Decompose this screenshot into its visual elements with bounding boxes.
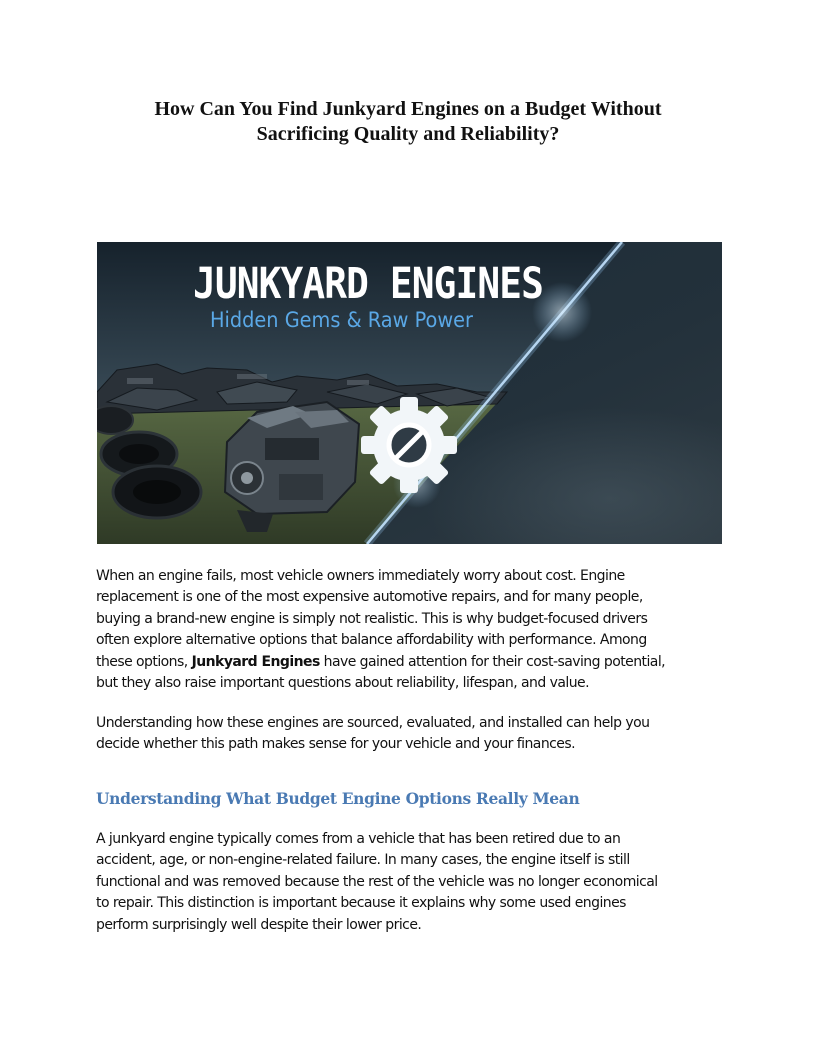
intro-line-4: often explore alternative options that balance affordability with performance. Among <box>96 632 647 649</box>
intro-line-3: buying a brand-new engine is simply not realistic. This is why budget-focused drivers <box>96 610 648 627</box>
hero-illustration <box>97 242 722 544</box>
title-line-2: Sacrificing Quality and Reliability? <box>256 123 560 145</box>
p3-line-4: to repair. This distinction is important because it explains why some used engines <box>96 895 626 912</box>
intro-line-5-suffix: have gained attention for their cost-saving potential, <box>319 653 666 670</box>
p3-line-2: accident, age, or non-engine-related failure. In many cases, the engine itself is still <box>96 852 630 869</box>
intro-line-5 <box>96 652 726 673</box>
section-paragraph <box>96 829 726 936</box>
p3-line-3: functional and was removed because the rest of the vehicle was no longer economical <box>96 873 658 890</box>
intro-line-5-prefix: these options, <box>96 653 192 670</box>
p2-line-1: Understanding how these engines are sourced, evaluated, and installed can help you <box>96 715 650 731</box>
intro-line-1: When an engine fails, most vehicle owners immediately worry about cost. Engine <box>96 568 625 584</box>
hero-image <box>97 242 722 544</box>
section-heading: Understanding What Budget Engine Options Really Mean <box>96 789 580 808</box>
p3-line-1: A junkyard engine typically comes from a vehicle that has been retired due to an <box>96 831 621 847</box>
hero-headline: JUNKYARD ENGINES <box>193 259 543 309</box>
hero-subheadline: Hidden Gems & Raw Power <box>210 308 474 332</box>
p3-line-5: perform surprisingly well despite their lower price. <box>96 916 422 933</box>
gear-slash-icon <box>361 397 457 493</box>
keyword-junkyard-engines: Junkyard Engines <box>191 653 320 670</box>
second-paragraph <box>96 713 726 756</box>
intro-line-2: replacement is one of the most expensive automotive repairs, and for many people, <box>96 589 643 606</box>
p2-line-2: decide whether this path makes sense for your vehicle and your finances. <box>96 736 576 753</box>
title-line-1: How Can You Find Junkyard Engines on a Budget Without <box>154 98 662 120</box>
intro-paragraph <box>96 566 726 694</box>
intro-line-6: but they also raise important questions about reliability, lifespan, and value. <box>96 675 589 692</box>
document-title <box>96 97 720 147</box>
